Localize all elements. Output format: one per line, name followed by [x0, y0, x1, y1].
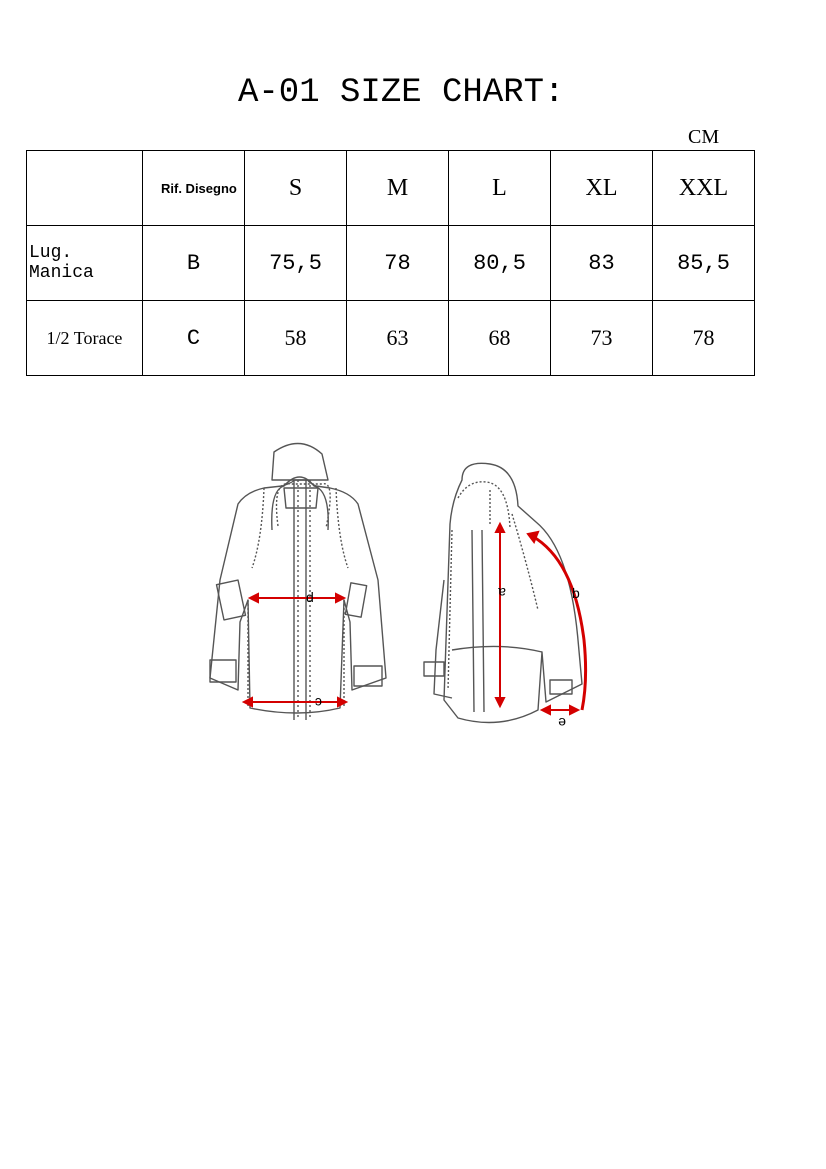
value-cell: 80,5: [449, 226, 551, 301]
page-title: A-01 SIZE CHART:: [238, 74, 565, 112]
size-header: XXL: [653, 151, 755, 226]
label-e: e: [558, 715, 566, 731]
ref-header: Rif. Disegno: [143, 151, 245, 226]
value-cell: 68: [449, 301, 551, 376]
value-cell: 78: [347, 226, 449, 301]
size-header: XL: [551, 151, 653, 226]
table-row: [27, 301, 755, 376]
value-cell: 73: [551, 301, 653, 376]
value-cell: 63: [347, 301, 449, 376]
label-c: c: [315, 695, 322, 711]
value-cell: 85,5: [653, 226, 755, 301]
row-label: 1/2 Torace: [27, 301, 143, 376]
label-a: a: [498, 585, 506, 601]
size-header: L: [449, 151, 551, 226]
unit-label: CM: [688, 126, 720, 148]
value-cell: 78: [653, 301, 755, 376]
table-header-row: [27, 151, 755, 226]
row-label: Lug. Manica: [27, 226, 143, 301]
value-cell: 58: [245, 301, 347, 376]
value-cell: 75,5: [245, 226, 347, 301]
size-header: M: [347, 151, 449, 226]
size-table: [26, 150, 755, 376]
corner-cell: [27, 151, 143, 226]
table-row: [27, 226, 755, 301]
value-cell: 83: [551, 226, 653, 301]
ref-cell: B: [143, 226, 245, 301]
label-d: d: [306, 589, 314, 605]
size-header: S: [245, 151, 347, 226]
jacket-drawing: [190, 440, 610, 750]
label-b: b: [572, 585, 580, 601]
front-jacket: [210, 443, 386, 720]
ref-cell: C: [143, 301, 245, 376]
